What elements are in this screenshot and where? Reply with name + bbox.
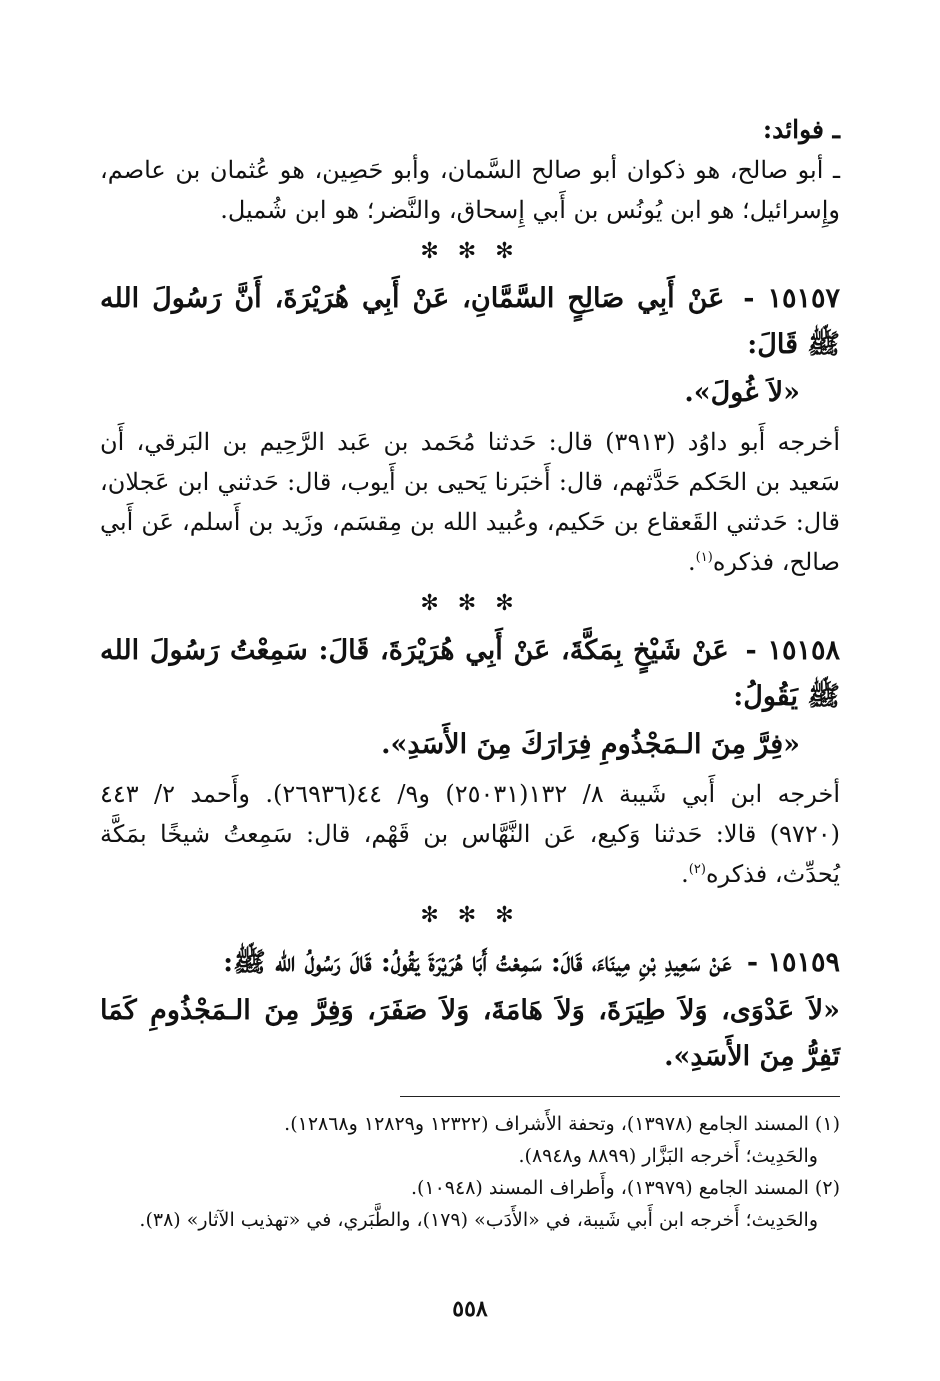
footnote-1: (١) المسند الجامع (١٣٩٧٨)، وتحفة الأَشراف (١٢٣٢٢ و١٢٨٢٩ و١٢٨٦٨). <box>284 1113 840 1135</box>
hadith-15157 <box>100 276 840 368</box>
hadith-number: ١٥١٥٩ - <box>746 947 840 978</box>
footnotes <box>100 1108 840 1236</box>
hadith-isnad: عَنْ شَيْخٍ بِمَكَّةَ، عَنْ أَبِي هُرَيْرَةَ، قَالَ: سَمِعْتُ رَسُولَ الله ﷺ يَقُولُ: <box>100 635 840 712</box>
hadith-number: ١٥١٥٨ - <box>745 635 840 666</box>
footnote-divider <box>400 1096 840 1097</box>
page-number: ٥٥٨ <box>452 1296 488 1322</box>
footnote-1-continuation: والحَدِيث؛ أَخرجه البَزَّار (٨٨٩٩ و٨٩٤٨). <box>518 1145 818 1167</box>
section-separator: ✻ ✻ ✻ <box>420 239 520 264</box>
hadith-matn: «لاَ عَدْوَى، وَلاَ طِيَرَةَ، وَلاَ هَامَةَ، وَلاَ صَفَرَ، وَفِرَّ مِنَ الـمَجْذُومِ كَمَا تَفِرُّ مِنَ الأَسَدِ». <box>100 995 840 1072</box>
benefits-text: ـ أبو صالح، هو ذكوان أبو صالح السَّمان، وأبو حَصِين، هو عُثمان بن عاصم، وإِسرائيل؛ هو ابن يُونُس بن أَبي إِسحاق، والنَّضر؛ هو ابن شُميل. <box>100 156 840 224</box>
hadith-isnad: عَنْ سَعِيدِ بْنِ مِينَاءَ، قَالَ: سَمِعْتُ أَبَا هُرَيْرَةَ يَقُولُ: قَالَ رَسُولُ الله ﷺ: <box>223 947 732 978</box>
footnote-ref[interactable]: (١) <box>695 550 713 565</box>
footnote-2-continuation: والحَدِيث؛ أَخرجه ابن أَبي شَيبة، في «الأَدَب» (١٧٩)، والطَّبَري، في «تهذيب الآثار» (٣٨). <box>139 1209 818 1231</box>
section-separator: ✻ ✻ ✻ <box>420 903 520 928</box>
hadith-isnad: عَنْ أَبِي صَالِحٍ السَّمَّانِ، عَنْ أَبِي هُرَيْرَةَ، أَنَّ رَسُولَ الله ﷺ قَالَ: <box>100 283 840 360</box>
footnote-2: (٢) المسند الجامع (١٣٩٧٩)، وأَطراف المسند (١٠٩٤٨). <box>410 1177 840 1199</box>
takhrij-text: أخرجه أَبو داوُد (٣٩١٣) قال: حَدثنا مُحَمد بن عَبد الرَّحِيم بن البَرقي، أَن سَعيد بن الحَكم حَدَّثهم، قال: أَخبَرنا يَحيى بن أَيوب، قال: حَدثني ابن عَجلان، قال: حَدثني القَعقاع بن حَكيم، وعُبيد الله بن مِقسَم، وزَيد بن أَسلم، عَن أَبي صالح، فذكره <box>100 428 840 576</box>
hadith-15159 <box>100 940 840 986</box>
page-body <box>100 110 840 1086</box>
hadith-matn: «فِرَّ مِنَ الـمَجْذُومِ فِرَارَكَ مِنَ الأَسَدِ». <box>381 729 800 760</box>
footnote-ref[interactable]: (٢) <box>688 862 706 877</box>
hadith-matn: «لاَ غُولَ». <box>684 377 800 408</box>
takhrij-paragraph: أخرجه أَبو داوُد (٣٩١٣) قال: حَدثنا مُحَمد بن عَبد الرَّحِيم بن البَرقي، أَن سَعيد بن الحَكم حَدَّثهم، قال: أَخبَرنا يَحيى بن أَيوب، قال: حَدثني ابن عَجلان، قال: حَدثني القَعقاع بن حَكيم، وعُبيد الله بن مِقسَم، وزَيد بن أَسلم، عَن أَبي صالح، فذكره$^{(١)}$. <box>100 428 840 576</box>
hadith-number: ١٥١٥٧ - <box>743 283 840 314</box>
benefits-heading: ـ فوائد: <box>762 115 840 144</box>
hadith-15158 <box>100 628 840 720</box>
takhrij-paragraph: أخرجه ابن أَبي شَيبة ٨/ ١٣٢(٢٥٠٣١) و٩/ ٤٤(٢٦٩٣٦). وأَحمد ٢/ ٤٤٣ (٩٧٢٠) قالا: حَدثنا وَكيع، عَن النَّهَّاس بن قَهْم، قال: سَمِعتُ شيخًا بمَكَّة يُحدِّث، فذكره$^{(٢)}$. <box>100 780 841 888</box>
section-separator: ✻ ✻ ✻ <box>420 591 520 616</box>
takhrij-text: أخرجه ابن أَبي شَيبة ٨/ ١٣٢(٢٥٠٣١) و٩/ ٤٤(٢٦٩٣٦). وأَحمد ٢/ ٤٤٣ (٩٧٢٠) قالا: حَدثنا وَكيع، عَن النَّهَّاس بن قَهْم، قال: سَمِعتُ شيخًا بمَكَّة يُحدِّث، فذكره <box>100 780 841 888</box>
